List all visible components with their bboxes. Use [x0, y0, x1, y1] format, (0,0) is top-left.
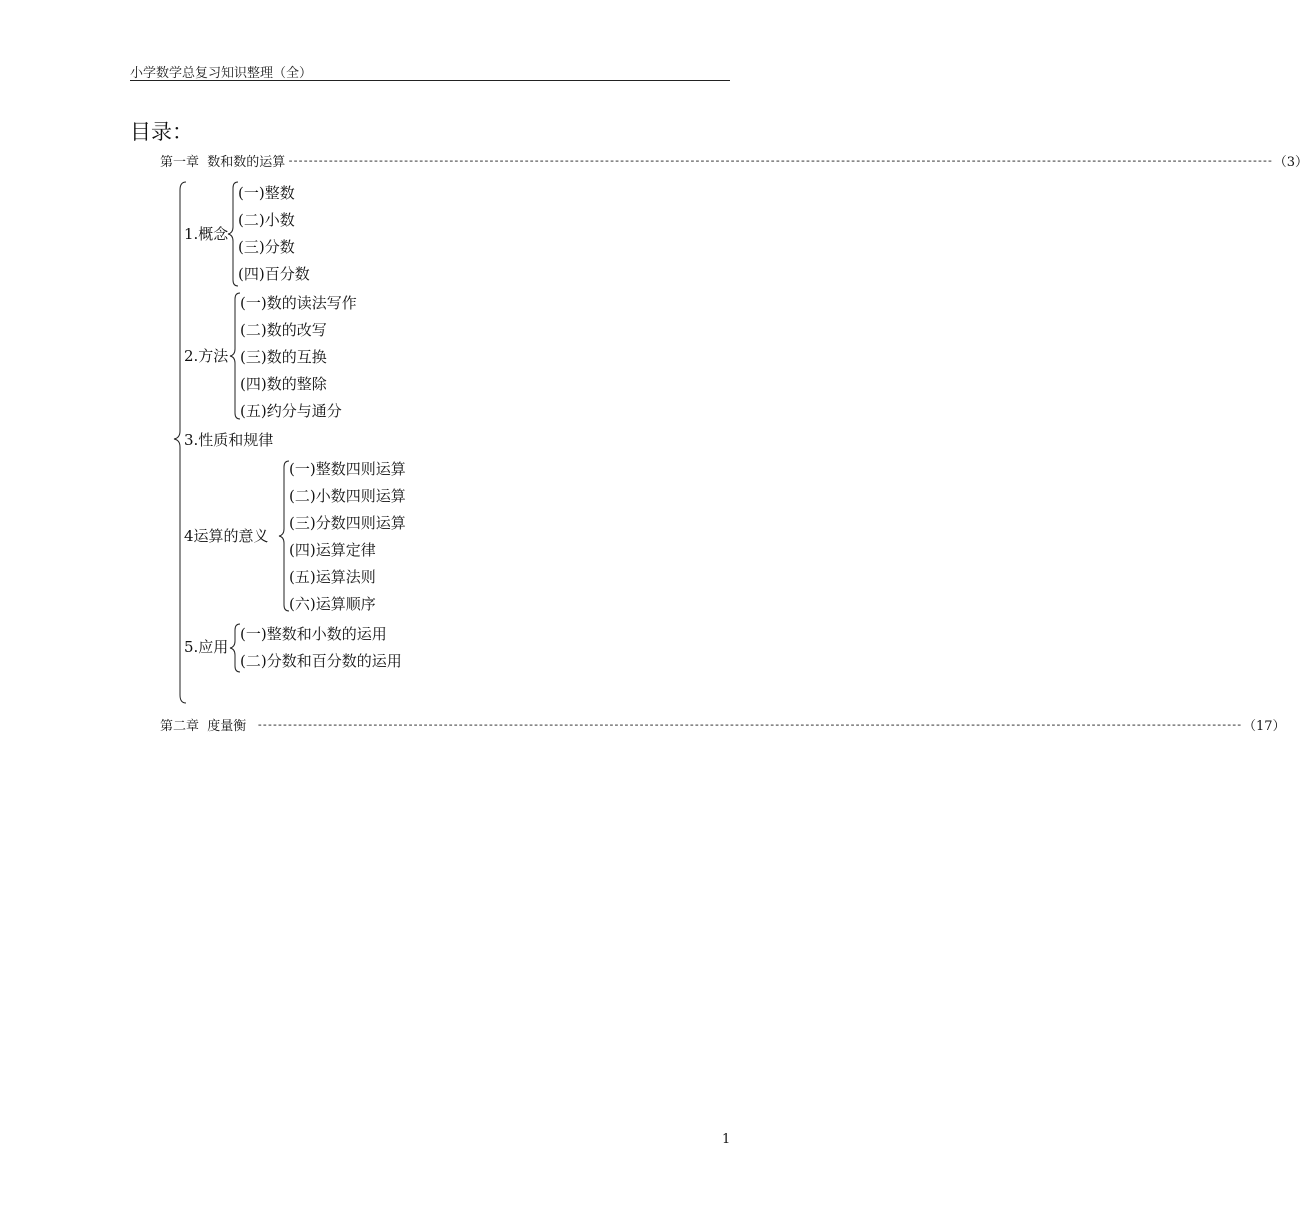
section-label-operations: 4运算的意义: [184, 527, 269, 545]
item-fraction: (三)分数: [238, 238, 295, 256]
item-fraction-ops: (三)分数四则运算: [289, 514, 406, 532]
toc-entry-page: （3）: [1273, 154, 1308, 170]
item-rules: (五)运算法则: [289, 568, 376, 586]
item-read-write: (一)数的读法写作: [240, 294, 357, 312]
item-fraction-percent-use: (二)分数和百分数的运用: [240, 652, 402, 670]
item-integer: (一)整数: [238, 184, 295, 202]
brace-concept: [228, 182, 238, 286]
toc-entry-label: 第一章 数和数的运算: [160, 154, 286, 170]
item-rewrite: (二)数的改写: [240, 321, 327, 339]
item-order: (六)运算顺序: [289, 595, 376, 613]
item-percentage: (四)百分数: [238, 265, 310, 283]
item-laws: (四)运算定律: [289, 541, 376, 559]
section-label-concept: 1.概念: [184, 225, 229, 243]
item-decimal-ops: (二)小数四则运算: [289, 487, 406, 505]
item-conversion: (三)数的互换: [240, 348, 327, 366]
item-integer-decimal-use: (一)整数和小数的运用: [240, 625, 387, 643]
item-divisibility: (四)数的整除: [240, 375, 327, 393]
dot-leader: ----------------------------------------------------------------------------------------------------------------------------------------------------------------------------------------------------: [256, 717, 1241, 731]
running-header: 小学数学总复习知识整理（全）: [130, 66, 313, 81]
item-decimal: (二)小数: [238, 211, 295, 229]
toc-title: 目录：: [130, 120, 193, 144]
section-label-method: 2.方法: [184, 347, 229, 365]
toc-entry-label: 第二章 度量衡: [160, 718, 255, 734]
item-integer-ops: (一)整数四则运算: [289, 460, 406, 478]
toc-entry-page: （17）: [1242, 718, 1286, 734]
brace-application: [230, 624, 240, 672]
brace-method: [230, 293, 240, 419]
brace-operations: [279, 461, 289, 611]
section-label-application: 5.应用: [184, 638, 229, 656]
toc-entry-chapter-2[interactable]: [160, 714, 1286, 734]
page-number: 1: [722, 1132, 731, 1147]
dot-leader: ----------------------------------------------------------------------------------------------------------------------------------------------------------------------------------------------------: [287, 153, 1272, 167]
section-label-properties: 3.性质和规律: [184, 431, 274, 449]
item-reduction: (五)约分与通分: [240, 402, 342, 420]
